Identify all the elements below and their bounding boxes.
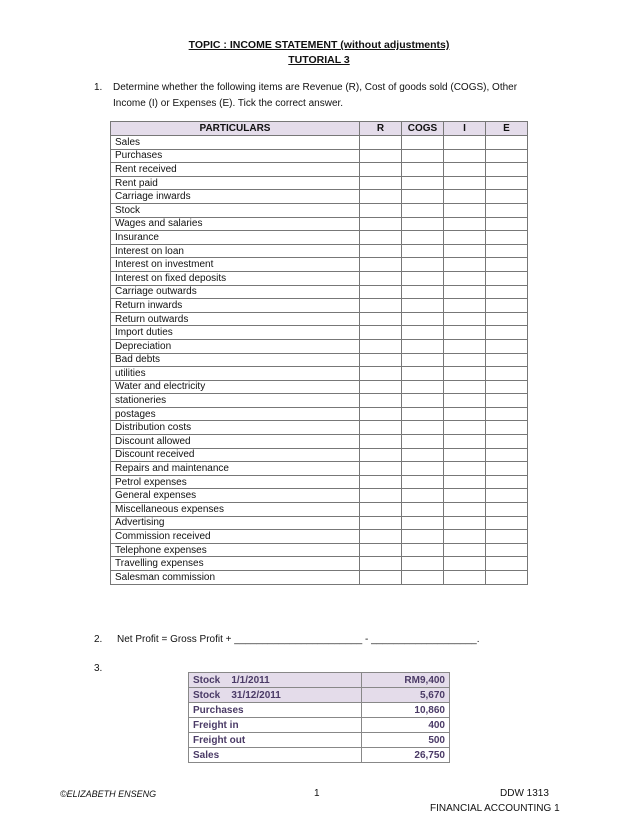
tick-cell-r[interactable] — [360, 353, 402, 367]
table-row — [111, 530, 528, 544]
particular-label: Interest on loan — [111, 244, 360, 258]
footer-copyright: ©ELIZABETH ENSENG — [60, 789, 157, 799]
particular-label: Rent paid — [111, 176, 360, 190]
table-row — [111, 149, 528, 163]
table-row — [111, 421, 528, 435]
tick-cell-e[interactable] — [486, 571, 528, 585]
tick-cell-r[interactable] — [360, 462, 402, 476]
tick-cell-cogs[interactable] — [402, 285, 444, 299]
figure-value: 5,670 — [361, 688, 449, 703]
header-r: R — [360, 122, 402, 136]
tick-cell-i[interactable] — [444, 339, 486, 353]
tick-cell-i[interactable] — [444, 217, 486, 231]
tick-cell-cogs[interactable] — [402, 176, 444, 190]
tick-cell-i[interactable] — [444, 407, 486, 421]
tick-cell-cogs[interactable] — [402, 271, 444, 285]
tick-cell-i[interactable] — [444, 149, 486, 163]
figure-value: 26,750 — [361, 748, 449, 763]
tick-cell-cogs[interactable] — [402, 407, 444, 421]
q2-number: 2. — [94, 634, 103, 645]
tick-cell-e[interactable] — [486, 407, 528, 421]
particular-label: Petrol expenses — [111, 475, 360, 489]
table-row — [111, 462, 528, 476]
figure-label: Stock 1/1/2011 — [189, 673, 362, 688]
particular-label: Discount allowed — [111, 435, 360, 449]
tick-cell-cogs[interactable] — [402, 530, 444, 544]
table-row — [111, 271, 528, 285]
tick-cell-cogs[interactable] — [402, 163, 444, 177]
tick-cell-e[interactable] — [486, 516, 528, 530]
table-row — [111, 394, 528, 408]
tick-cell-r[interactable] — [360, 149, 402, 163]
particular-label: Repairs and maintenance — [111, 462, 360, 476]
footer-course-code: DDW 1313 — [500, 788, 549, 799]
tick-cell-e[interactable] — [486, 367, 528, 381]
tick-cell-cogs[interactable] — [402, 299, 444, 313]
tick-cell-cogs[interactable] — [402, 571, 444, 585]
tick-cell-i[interactable] — [444, 163, 486, 177]
particular-label: Water and electricity — [111, 380, 360, 394]
figures-row — [189, 718, 450, 733]
particular-label: Interest on investment — [111, 258, 360, 272]
table-row — [111, 326, 528, 340]
tick-cell-cogs[interactable] — [402, 244, 444, 258]
table-row — [111, 435, 528, 449]
table-row — [111, 503, 528, 517]
tick-cell-cogs[interactable] — [402, 203, 444, 217]
tick-cell-i[interactable] — [444, 380, 486, 394]
particular-label: Return outwards — [111, 312, 360, 326]
tick-cell-cogs[interactable] — [402, 380, 444, 394]
figures-row — [189, 673, 450, 688]
particular-label: Sales — [111, 136, 360, 150]
tick-cell-cogs[interactable] — [402, 435, 444, 449]
table-row — [111, 190, 528, 204]
table-row — [111, 475, 528, 489]
tick-cell-e[interactable] — [486, 176, 528, 190]
tick-cell-e[interactable] — [486, 271, 528, 285]
tick-cell-r[interactable] — [360, 503, 402, 517]
tick-cell-e[interactable] — [486, 136, 528, 150]
tick-cell-e[interactable] — [486, 557, 528, 571]
tick-cell-e[interactable] — [486, 190, 528, 204]
figures-row — [189, 733, 450, 748]
tick-cell-r[interactable] — [360, 530, 402, 544]
table-row — [111, 217, 528, 231]
q2-text: Net Profit = Gross Profit + _______________________ - ___________________. — [117, 634, 480, 645]
tick-cell-i[interactable] — [444, 516, 486, 530]
tick-cell-e[interactable] — [486, 462, 528, 476]
tick-cell-cogs[interactable] — [402, 258, 444, 272]
figures-row — [189, 748, 450, 763]
particular-label: Purchases — [111, 149, 360, 163]
tick-cell-r[interactable] — [360, 489, 402, 503]
tick-cell-i[interactable] — [444, 489, 486, 503]
tick-cell-r[interactable] — [360, 448, 402, 462]
figure-label: Stock 31/12/2011 — [189, 688, 362, 703]
tick-cell-e[interactable] — [486, 339, 528, 353]
tick-cell-r[interactable] — [360, 217, 402, 231]
table-header-row — [111, 122, 528, 136]
tick-cell-e[interactable] — [486, 217, 528, 231]
tick-cell-i[interactable] — [444, 203, 486, 217]
tick-cell-r[interactable] — [360, 421, 402, 435]
tick-cell-e[interactable] — [486, 503, 528, 517]
particular-label: Commission received — [111, 530, 360, 544]
table-row — [111, 312, 528, 326]
q3-number: 3. — [94, 663, 103, 674]
tick-cell-r[interactable] — [360, 543, 402, 557]
tick-cell-e[interactable] — [486, 530, 528, 544]
tick-cell-i[interactable] — [444, 503, 486, 517]
table-row — [111, 407, 528, 421]
tick-cell-r[interactable] — [360, 244, 402, 258]
tick-cell-e[interactable] — [486, 285, 528, 299]
particular-label: Carriage outwards — [111, 285, 360, 299]
figure-label: Purchases — [189, 703, 362, 718]
figure-label: Freight out — [189, 733, 362, 748]
tick-cell-cogs[interactable] — [402, 462, 444, 476]
tick-cell-r[interactable] — [360, 367, 402, 381]
tick-cell-e[interactable] — [486, 421, 528, 435]
classification-table — [110, 121, 528, 585]
tick-cell-i[interactable] — [444, 557, 486, 571]
particular-label: Wages and salaries — [111, 217, 360, 231]
particular-label: Miscellaneous expenses — [111, 503, 360, 517]
tick-cell-cogs[interactable] — [402, 448, 444, 462]
particular-label: Travelling expenses — [111, 557, 360, 571]
tick-cell-i[interactable] — [444, 244, 486, 258]
tick-cell-r[interactable] — [360, 435, 402, 449]
header-e: E — [486, 122, 528, 136]
tick-cell-cogs[interactable] — [402, 353, 444, 367]
table-row — [111, 244, 528, 258]
particular-label: Rent received — [111, 163, 360, 177]
q1-line2: Income (I) or Expenses (E). Tick the correct answer. — [113, 98, 344, 109]
tick-cell-r[interactable] — [360, 176, 402, 190]
tick-cell-cogs[interactable] — [402, 421, 444, 435]
tick-cell-r[interactable] — [360, 571, 402, 585]
figures-row — [189, 688, 450, 703]
tick-cell-cogs[interactable] — [402, 503, 444, 517]
tick-cell-cogs[interactable] — [402, 367, 444, 381]
particular-label: Advertising — [111, 516, 360, 530]
figure-value: 400 — [361, 718, 449, 733]
tick-cell-i[interactable] — [444, 394, 486, 408]
table-row — [111, 258, 528, 272]
table-row — [111, 339, 528, 353]
tick-cell-e[interactable] — [486, 435, 528, 449]
tick-cell-cogs[interactable] — [402, 136, 444, 150]
tick-cell-cogs[interactable] — [402, 149, 444, 163]
tick-cell-cogs[interactable] — [402, 475, 444, 489]
figure-value: RM9,400 — [361, 673, 449, 688]
tick-cell-r[interactable] — [360, 326, 402, 340]
particular-label: utilities — [111, 367, 360, 381]
tick-cell-i[interactable] — [444, 231, 486, 245]
tick-cell-r[interactable] — [360, 475, 402, 489]
tick-cell-e[interactable] — [486, 149, 528, 163]
tick-cell-e[interactable] — [486, 475, 528, 489]
particular-label: Salesman commission — [111, 571, 360, 585]
particular-label: Import duties — [111, 326, 360, 340]
tick-cell-i[interactable] — [444, 367, 486, 381]
table-row — [111, 231, 528, 245]
tick-cell-cogs[interactable] — [402, 217, 444, 231]
particular-label: Distribution costs — [111, 421, 360, 435]
tick-cell-e[interactable] — [486, 258, 528, 272]
tick-cell-e[interactable] — [486, 380, 528, 394]
figure-value: 10,860 — [361, 703, 449, 718]
particular-label: General expenses — [111, 489, 360, 503]
tick-cell-cogs[interactable] — [402, 326, 444, 340]
tick-cell-cogs[interactable] — [402, 557, 444, 571]
tick-cell-r[interactable] — [360, 231, 402, 245]
tick-cell-cogs[interactable] — [402, 394, 444, 408]
tick-cell-i[interactable] — [444, 326, 486, 340]
tick-cell-i[interactable] — [444, 136, 486, 150]
figures-row — [189, 703, 450, 718]
tick-cell-r[interactable] — [360, 190, 402, 204]
table-row — [111, 516, 528, 530]
tick-cell-i[interactable] — [444, 462, 486, 476]
tick-cell-e[interactable] — [486, 448, 528, 462]
figure-label: Freight in — [189, 718, 362, 733]
footer-course-name: FINANCIAL ACCOUNTING 1 — [430, 803, 560, 814]
tick-cell-r[interactable] — [360, 203, 402, 217]
figure-label: Sales — [189, 748, 362, 763]
tick-cell-r[interactable] — [360, 312, 402, 326]
tick-cell-e[interactable] — [486, 203, 528, 217]
tick-cell-r[interactable] — [360, 394, 402, 408]
tick-cell-r[interactable] — [360, 299, 402, 313]
tick-cell-cogs[interactable] — [402, 489, 444, 503]
tick-cell-i[interactable] — [444, 176, 486, 190]
table-row — [111, 299, 528, 313]
particular-label: Interest on fixed deposits — [111, 271, 360, 285]
tick-cell-r[interactable] — [360, 258, 402, 272]
tick-cell-r[interactable] — [360, 285, 402, 299]
table-row — [111, 489, 528, 503]
tick-cell-r[interactable] — [360, 516, 402, 530]
tick-cell-i[interactable] — [444, 435, 486, 449]
table-row — [111, 557, 528, 571]
tutorial-title: TUTORIAL 3 — [288, 54, 350, 66]
q1-number: 1. — [94, 82, 103, 93]
tick-cell-r[interactable] — [360, 271, 402, 285]
table-row — [111, 571, 528, 585]
tick-cell-cogs[interactable] — [402, 339, 444, 353]
tick-cell-i[interactable] — [444, 475, 486, 489]
tick-cell-cogs[interactable] — [402, 190, 444, 204]
header-cogs: COGS — [402, 122, 444, 136]
tick-cell-i[interactable] — [444, 258, 486, 272]
tick-cell-i[interactable] — [444, 299, 486, 313]
tick-cell-e[interactable] — [486, 543, 528, 557]
particular-label: Stock — [111, 203, 360, 217]
tick-cell-i[interactable] — [444, 312, 486, 326]
particular-label: Telephone expenses — [111, 543, 360, 557]
tick-cell-i[interactable] — [444, 448, 486, 462]
footer-page-number: 1 — [314, 788, 320, 799]
tick-cell-e[interactable] — [486, 489, 528, 503]
tick-cell-e[interactable] — [486, 353, 528, 367]
table-row — [111, 353, 528, 367]
tick-cell-e[interactable] — [486, 163, 528, 177]
tick-cell-cogs[interactable] — [402, 543, 444, 557]
particular-label: Carriage inwards — [111, 190, 360, 204]
figure-value: 500 — [361, 733, 449, 748]
tick-cell-e[interactable] — [486, 326, 528, 340]
tick-cell-i[interactable] — [444, 543, 486, 557]
tick-cell-i[interactable] — [444, 271, 486, 285]
tick-cell-e[interactable] — [486, 394, 528, 408]
table-row — [111, 136, 528, 150]
particular-label: stationeries — [111, 394, 360, 408]
table-row — [111, 285, 528, 299]
tick-cell-e[interactable] — [486, 231, 528, 245]
particular-label: Depreciation — [111, 339, 360, 353]
particular-label: Insurance — [111, 231, 360, 245]
tick-cell-r[interactable] — [360, 380, 402, 394]
particular-label: Return inwards — [111, 299, 360, 313]
tick-cell-cogs[interactable] — [402, 312, 444, 326]
tick-cell-i[interactable] — [444, 190, 486, 204]
tick-cell-i[interactable] — [444, 571, 486, 585]
tick-cell-r[interactable] — [360, 136, 402, 150]
tick-cell-e[interactable] — [486, 244, 528, 258]
q1-line1: Determine whether the following items are Revenue (R), Cost of goods sold (COGS), Other — [113, 82, 518, 93]
tick-cell-i[interactable] — [444, 421, 486, 435]
table-row — [111, 163, 528, 177]
tick-cell-cogs[interactable] — [402, 516, 444, 530]
particular-label: Discount received — [111, 448, 360, 462]
tick-cell-i[interactable] — [444, 530, 486, 544]
tick-cell-r[interactable] — [360, 163, 402, 177]
particular-label: postages — [111, 407, 360, 421]
table-row — [111, 203, 528, 217]
figures-table — [188, 672, 450, 763]
tick-cell-r[interactable] — [360, 557, 402, 571]
tick-cell-cogs[interactable] — [402, 231, 444, 245]
table-row — [111, 367, 528, 381]
header-i: I — [444, 122, 486, 136]
tick-cell-r[interactable] — [360, 339, 402, 353]
header-particulars: PARTICULARS — [111, 122, 360, 136]
tick-cell-i[interactable] — [444, 285, 486, 299]
table-row — [111, 448, 528, 462]
table-row — [111, 176, 528, 190]
topic-title: TOPIC : INCOME STATEMENT (without adjustments) — [188, 39, 450, 51]
table-row — [111, 543, 528, 557]
tick-cell-r[interactable] — [360, 407, 402, 421]
table-row — [111, 380, 528, 394]
tick-cell-e[interactable] — [486, 312, 528, 326]
tick-cell-i[interactable] — [444, 353, 486, 367]
particular-label: Bad debts — [111, 353, 360, 367]
tick-cell-e[interactable] — [486, 299, 528, 313]
